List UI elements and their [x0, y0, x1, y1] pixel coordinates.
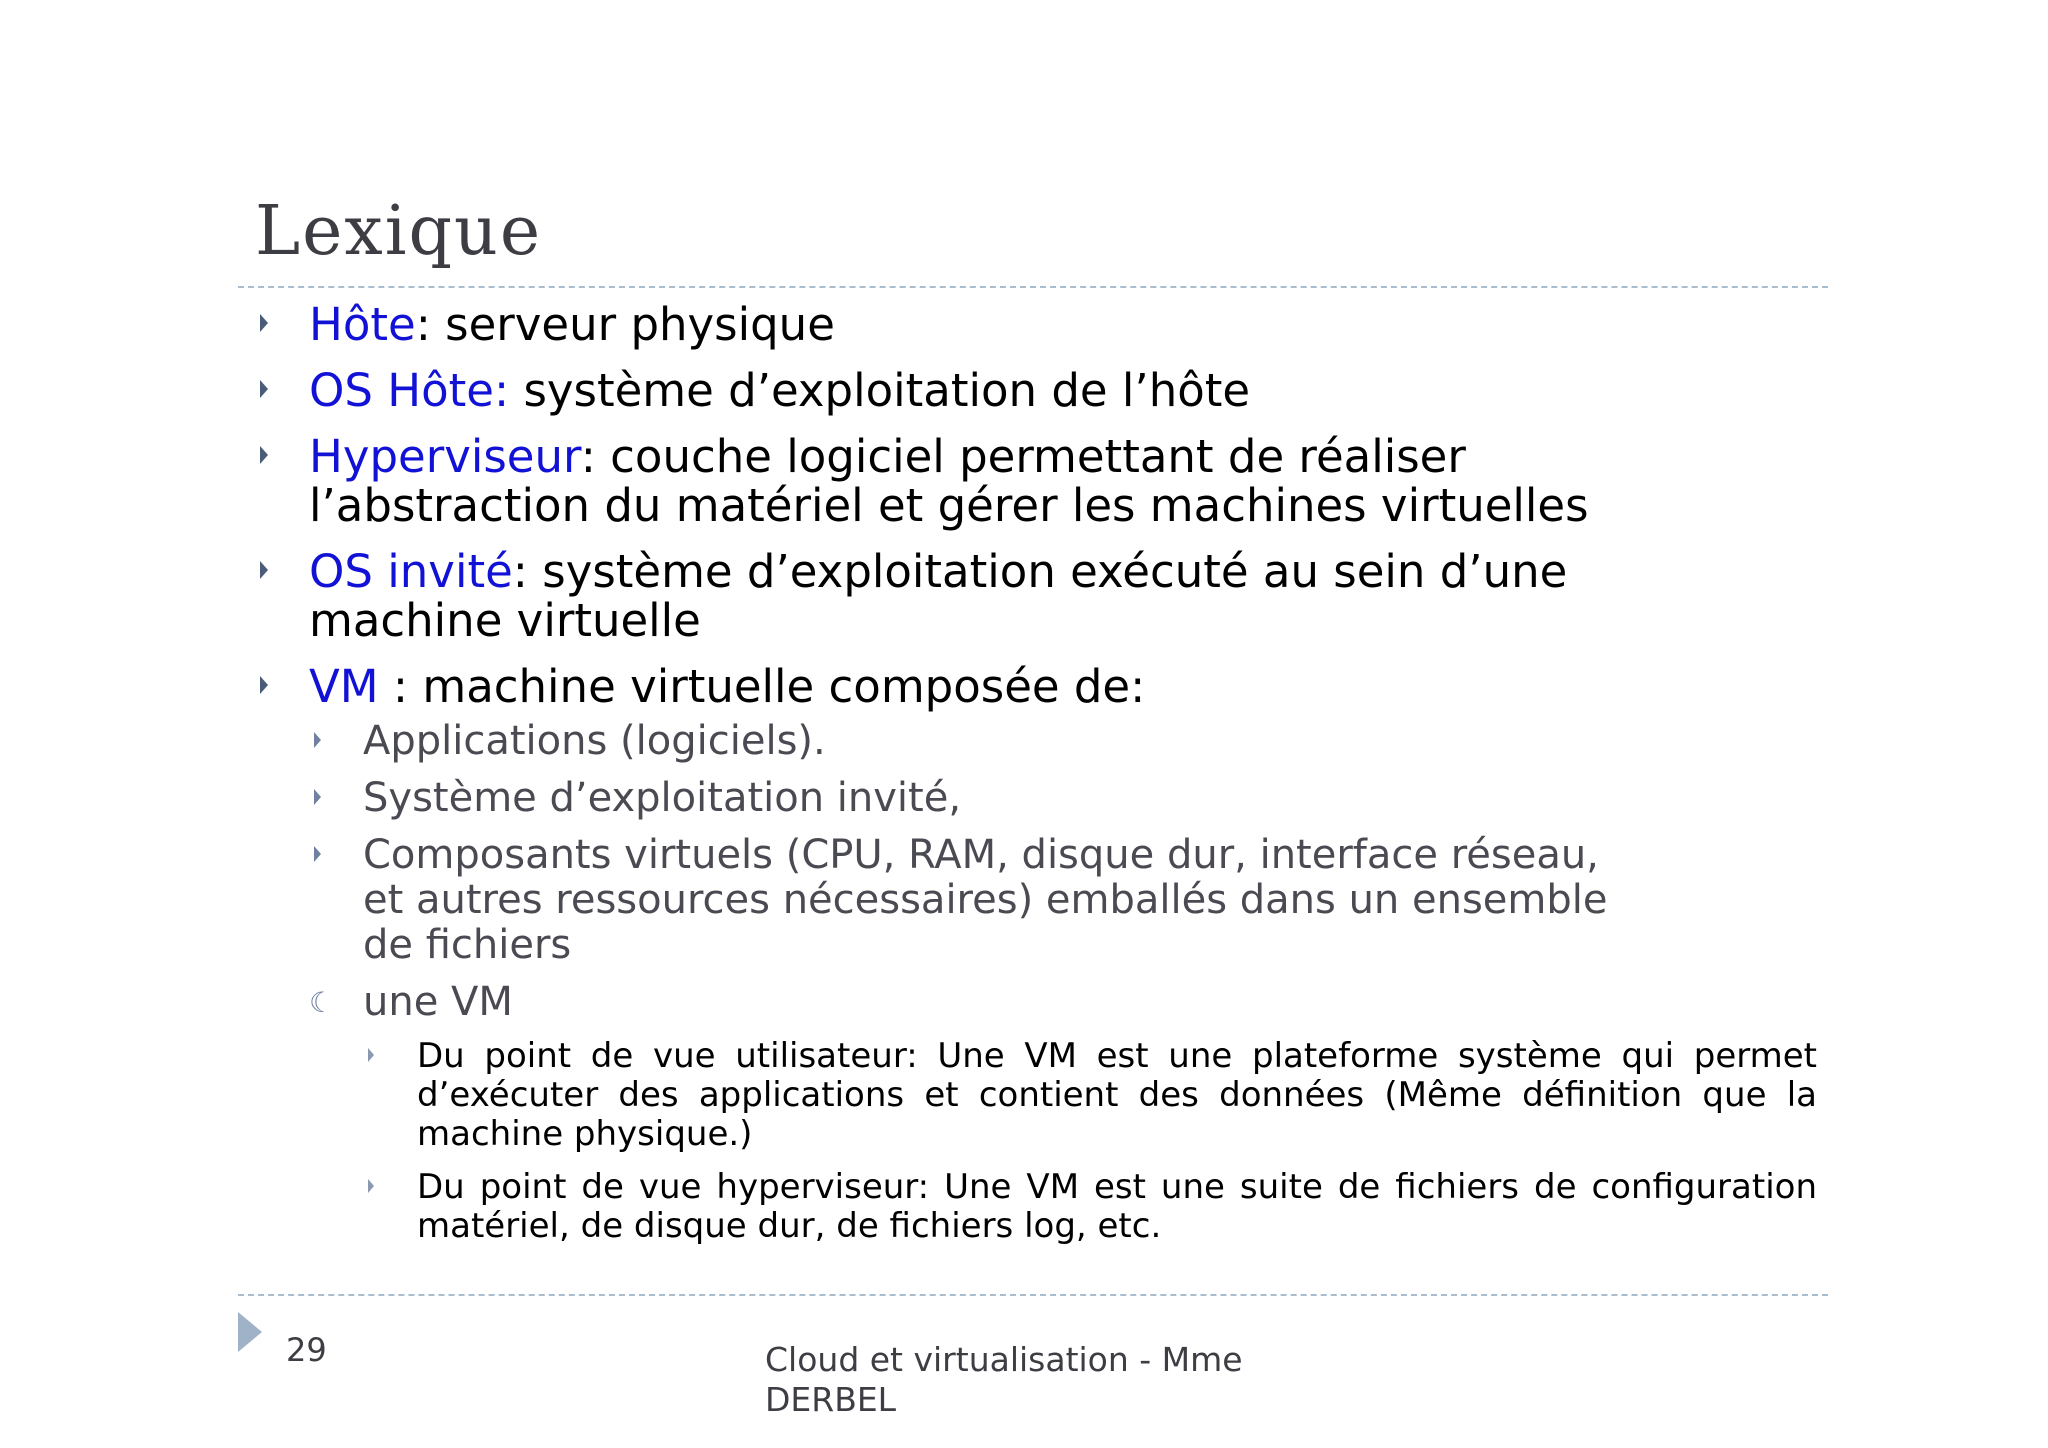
une-vm-point — [363, 1168, 1817, 1246]
title-divider — [238, 286, 1828, 288]
page-number: 29 — [286, 1331, 327, 1369]
sub-bullet-triangle-icon — [314, 846, 328, 862]
bullet-term: Hôte — [309, 298, 416, 351]
bullet-hote — [255, 300, 1609, 349]
bullet-text: : couche logiciel permettant de réaliser l’abstraction du matériel et gérer les machines virtuelles — [309, 430, 1589, 532]
sub-sub-bullet-triangle-icon — [368, 1048, 382, 1062]
vm-component-item — [309, 719, 1663, 764]
bullet-os-hote — [255, 366, 1609, 415]
bullet-triangle-icon — [260, 380, 274, 398]
une-vm-point-text: Du point de vue utilisateur: Une VM est une plateforme système qui permet d’exécuter des applications et contient des données (Même définition que la machine physique.) — [417, 1036, 1817, 1154]
vm-component-text: Applications (logiciels). — [363, 718, 826, 764]
bullet-os-invite — [255, 547, 1609, 645]
une-vm-point-text: Du point de vue hyperviseur: Une VM est une suite de fichiers de configuration matériel, de disque dur, de fichiers log, etc. — [417, 1167, 1817, 1246]
bullet-text: : serveur physique — [415, 298, 835, 351]
bullet-term: OS Hôte: — [309, 364, 510, 417]
une-vm-point — [363, 1037, 1817, 1154]
footer-triangle-icon — [238, 1312, 262, 1352]
une-vm-label: une VM — [363, 979, 513, 1025]
crescent-moon-icon: ☾ — [309, 986, 335, 1019]
bullet-hyperviseur — [255, 432, 1609, 530]
bullet-triangle-icon — [260, 676, 274, 694]
bullet-triangle-icon — [260, 314, 274, 332]
bullet-triangle-icon — [260, 561, 274, 579]
slide-title: Lexique — [255, 192, 543, 271]
vm-component-text: Système d’exploitation invité, — [363, 775, 962, 821]
bullet-vm — [255, 662, 1609, 711]
bullet-text: système d’exploitation de l’hôte — [509, 364, 1251, 417]
sub-bullet-triangle-icon — [314, 732, 328, 748]
slide-content — [255, 300, 1815, 1260]
sub-bullet-triangle-icon — [314, 789, 328, 805]
bullet-text: : système d’exploitation exécuté au sein d’une machine virtuelle — [309, 545, 1568, 647]
vm-component-item — [309, 833, 1633, 968]
une-vm-item — [309, 980, 1663, 1025]
footer-text: Cloud et virtualisation - Mme DERBEL — [765, 1340, 1243, 1419]
vm-component-text: Composants virtuels (CPU, RAM, disque dur, interface réseau, et autres ressources nécessaires) emballés dans un ensemble de fichiers — [363, 832, 1608, 968]
footer-divider — [238, 1294, 1828, 1296]
bullet-term: VM — [309, 660, 379, 713]
sub-sub-bullet-triangle-icon — [368, 1179, 382, 1193]
bullet-term: Hyperviseur — [309, 430, 581, 483]
vm-component-item — [309, 776, 1663, 821]
bullet-term: OS invité — [309, 545, 513, 598]
bullet-text: : machine virtuelle composée de: — [378, 660, 1146, 713]
bullet-triangle-icon — [260, 446, 274, 464]
